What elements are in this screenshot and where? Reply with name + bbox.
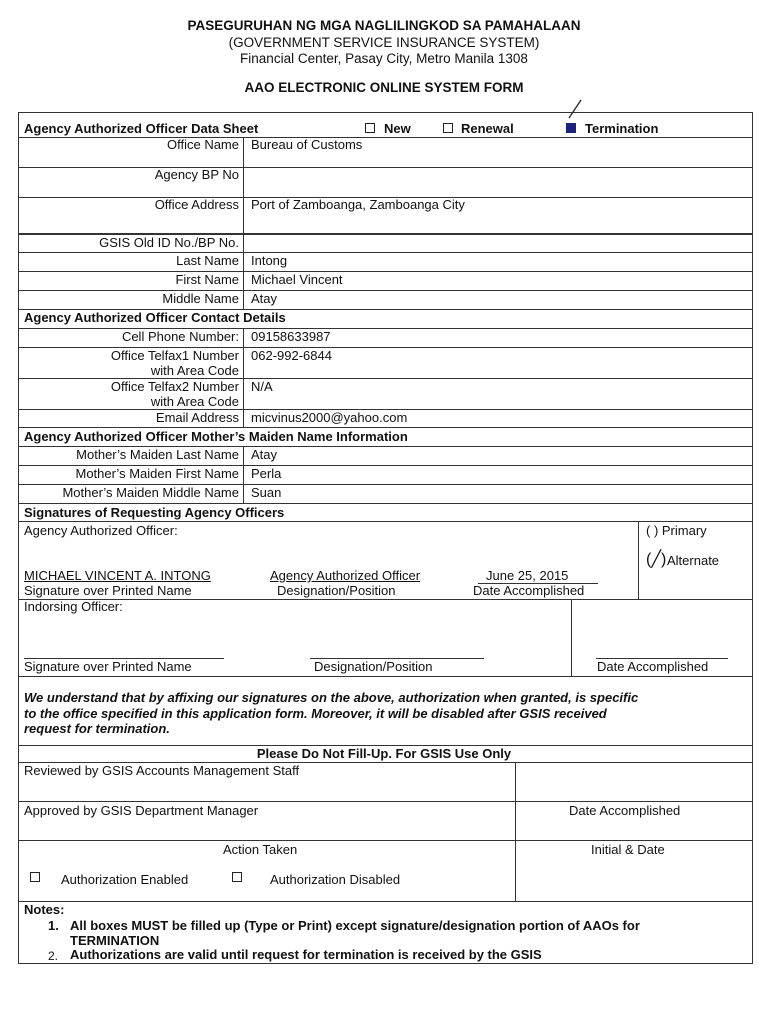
note-2-number: 2.: [48, 949, 59, 963]
middle-name-value[interactable]: Atay: [251, 291, 278, 306]
contact-section-title: Agency Authorized Officer Contact Details: [24, 310, 286, 325]
telfax1-area-label: with Area Code: [150, 363, 239, 378]
notes-title: Notes:: [24, 902, 65, 917]
last-name-value[interactable]: Intong: [251, 253, 288, 268]
mother-first-value[interactable]: Perla: [251, 466, 282, 481]
agency-name: PASEGURUHAN NG MGA NAGLILINGKOD SA PAMAHALAAN: [187, 18, 581, 33]
new-label: New: [384, 121, 411, 136]
gsis-date-label: Date Accomplished: [569, 803, 681, 818]
gsis-old-id-label: GSIS Old ID No./BP No.: [99, 235, 239, 250]
note-1-line-1: All boxes MUST be filled up (Type or Print) except signature/designation portion of AAOs for: [70, 918, 640, 933]
gsis-use-title: Please Do Not Fill-Up. For GSIS Use Only: [256, 746, 512, 761]
office-address-value[interactable]: Port of Zamboanga, Zamboanga City: [251, 197, 465, 212]
telfax2-area-label: with Area Code: [150, 394, 239, 409]
telfax1-label: Office Telfax1 Number: [110, 348, 239, 363]
authorization-disabled-checkbox[interactable]: [232, 872, 242, 882]
approved-by-label: Approved by GSIS Department Manager: [24, 803, 259, 818]
mother-first-label: Mother’s Maiden First Name: [75, 466, 239, 481]
mother-middle-value[interactable]: Suan: [251, 485, 282, 500]
agency-address: Financial Center, Pasay City, Metro Manila 1308: [240, 51, 528, 66]
note-1-number: 1.: [48, 918, 59, 933]
email-value[interactable]: micvinus2000@yahoo.com: [251, 410, 408, 425]
statement-line-3: request for termination.: [24, 721, 170, 736]
aao-date-accomplished: June 25, 2015: [486, 568, 569, 583]
renewal-label: Renewal: [461, 121, 514, 136]
telfax2-value[interactable]: N/A: [251, 379, 273, 394]
agency-english-name: (GOVERNMENT SERVICE INSURANCE SYSTEM): [228, 35, 540, 50]
aao-printed-name: MICHAEL VINCENT A. INTONG: [24, 568, 211, 583]
office-name-value[interactable]: Bureau of Customs: [251, 137, 363, 152]
termination-label: Termination: [585, 121, 659, 136]
mother-last-value[interactable]: Atay: [251, 447, 278, 462]
aao-signature-label: Signature over Printed Name: [24, 583, 192, 598]
termination-checkbox[interactable]: [566, 123, 576, 133]
first-name-label: First Name: [175, 272, 239, 287]
telfax2-label: Office Telfax2 Number: [110, 379, 239, 394]
aao-designation: Agency Authorized Officer: [270, 568, 421, 583]
indorsing-signature-label: Signature over Printed Name: [24, 659, 192, 674]
note-1-line-2: TERMINATION: [70, 933, 160, 948]
last-name-label: Last Name: [176, 253, 239, 268]
first-name-value[interactable]: Michael Vincent: [251, 272, 343, 287]
aao-designation-label: Designation/Position: [277, 583, 396, 598]
initial-date-label: Initial & Date: [591, 842, 665, 857]
mother-last-label: Mother’s Maiden Last Name: [76, 447, 239, 462]
reviewed-by-label: Reviewed by GSIS Accounts Management Staff: [24, 763, 300, 778]
authorization-disabled-label: Authorization Disabled: [270, 872, 401, 887]
alternate-mark[interactable]: (╱): [646, 551, 667, 568]
aao-label: Agency Authorized Officer:: [24, 523, 178, 538]
indorsing-designation-label: Designation/Position: [314, 659, 433, 674]
aao-date-label: Date Accomplished: [473, 583, 585, 598]
renewal-checkbox[interactable]: [443, 123, 453, 133]
telfax1-value[interactable]: 062-992-6844: [251, 348, 332, 363]
authorization-enabled-checkbox[interactable]: [30, 872, 40, 882]
new-checkbox[interactable]: [365, 123, 375, 133]
mother-middle-label: Mother’s Maiden Middle Name: [62, 485, 239, 500]
cell-phone-label: Cell Phone Number:: [121, 329, 239, 344]
statement-line-2: to the office specified in this application form. Moreover, it will be disabled after GSIS received: [24, 706, 607, 721]
email-label: Email Address: [155, 410, 239, 425]
indorsing-officer-label: Indorsing Officer:: [24, 599, 123, 614]
cell-phone-value[interactable]: 09158633987: [251, 329, 331, 344]
authorization-enabled-label: Authorization Enabled: [61, 872, 189, 887]
office-name-label: Office Name: [166, 137, 239, 152]
agency-bp-no-label: Agency BP No: [154, 167, 239, 182]
office-address-label: Office Address: [154, 197, 239, 212]
action-taken-label: Action Taken: [223, 842, 298, 857]
mother-section-title: Agency Authorized Officer Mother’s Maiden Name Information: [24, 429, 408, 444]
middle-name-label: Middle Name: [162, 291, 239, 306]
indorsing-date-label: Date Accomplished: [597, 659, 709, 674]
statement-line-1: We understand that by affixing our signatures on the above, authorization when granted, is specific: [24, 690, 639, 705]
form-title: AAO ELECTRONIC ONLINE SYSTEM FORM: [244, 80, 524, 95]
note-2-text: Authorizations are valid until request for termination is received by the GSIS: [70, 947, 542, 962]
alternate-option: Alternate: [667, 553, 720, 568]
data-sheet-title: Agency Authorized Officer Data Sheet: [24, 121, 259, 136]
primary-option[interactable]: ( ) Primary: [646, 523, 707, 538]
signatures-section-title: Signatures of Requesting Agency Officers: [24, 505, 285, 520]
